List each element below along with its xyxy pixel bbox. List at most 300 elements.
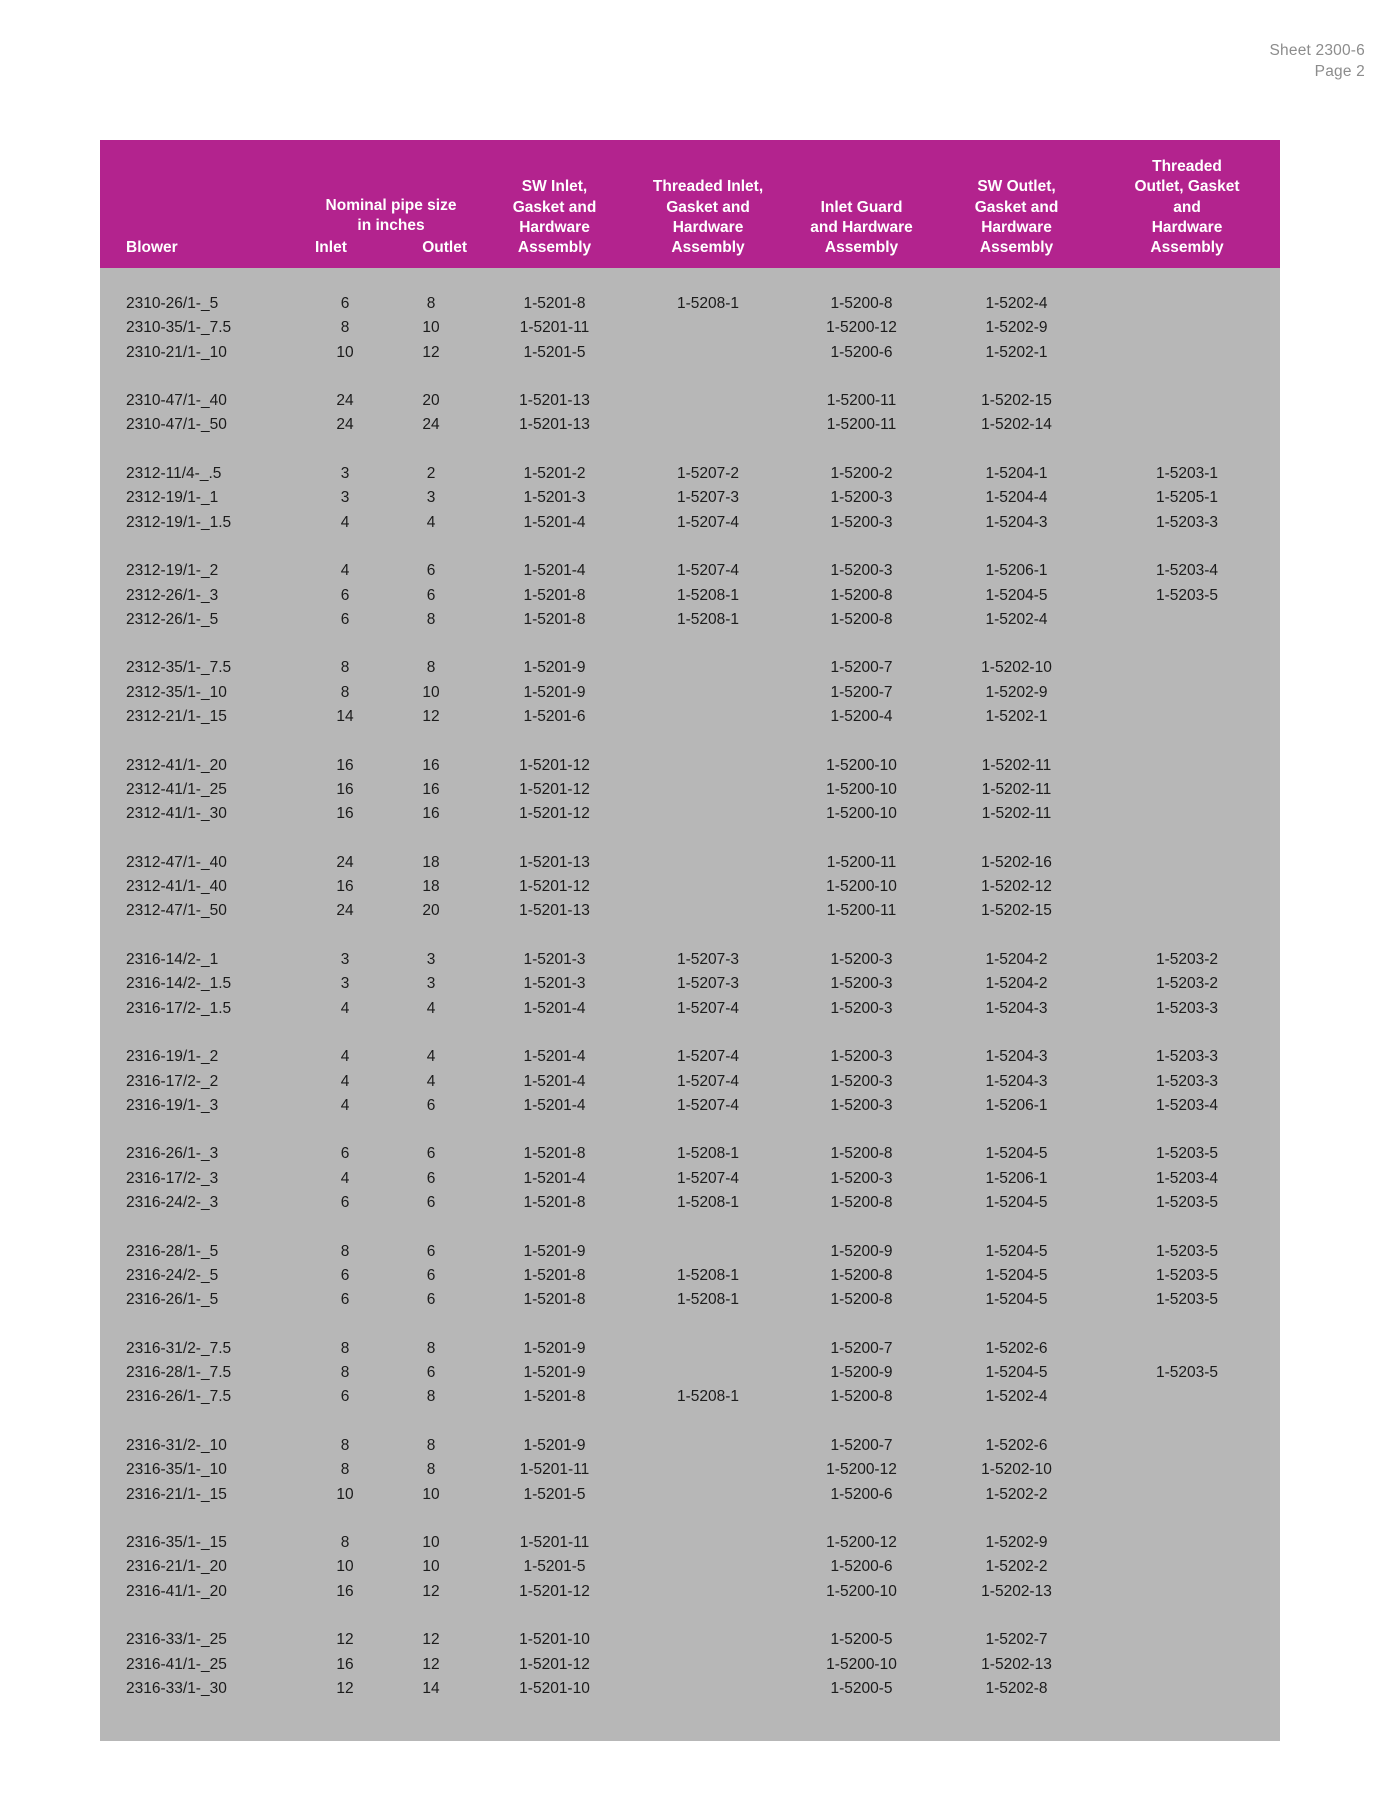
cell-blower: 2310-47/1-_50 [126,416,227,434]
cell-sw-inlet: 1-5201-9 [523,683,586,701]
cell-sw-inlet: 1-5201-5 [523,1558,586,1576]
column-header-inlet: Inlet [315,238,347,256]
cell-sw-outlet: 1-5202-15 [981,392,1052,410]
cell-sw-inlet: 1-5201-8 [523,1388,586,1406]
table-row [100,1142,1280,1166]
cell-inlet: 10 [336,343,354,361]
cell-sw-inlet: 1-5201-3 [523,975,586,993]
cell-threaded-outlet [1094,1483,1280,1507]
table-row [100,389,1280,413]
table-body [100,268,1280,1741]
cell-outlet: 12 [422,343,440,361]
cell-inlet: 8 [340,683,350,701]
cell-inlet: 16 [336,1582,354,1600]
table-row [100,486,1280,510]
group-spacer [100,1312,1280,1336]
cell-inlet-guard: 1-5200-3 [830,975,893,993]
cell-inlet-guard: 1-5200-8 [830,1193,893,1211]
cell-sw-inlet: 1-5201-9 [523,1339,586,1357]
cell-outlet: 12 [422,1631,440,1649]
cell-sw-inlet: 1-5201-12 [519,1582,590,1600]
cell-inlet-guard: 1-5200-7 [830,1436,893,1454]
cell-sw-inlet: 1-5201-4 [523,1048,586,1066]
cell-sw-inlet: 1-5201-10 [519,1631,590,1649]
cell-threaded-inlet [632,1434,784,1458]
cell-sw-inlet: 1-5201-8 [523,586,586,604]
cell-blower: 2316-24/2-_5 [126,1266,219,1284]
cell-sw-outlet: 1-5202-10 [981,659,1052,677]
cell-threaded-outlet: 1-5203-5 [1155,1291,1219,1309]
table-row [100,1094,1280,1118]
cell-blower: 2316-35/1-_15 [126,1534,227,1552]
cell-sw-outlet: 1-5202-6 [985,1339,1048,1357]
cell-inlet-guard: 1-5200-3 [830,1072,893,1090]
table-row [100,1580,1280,1604]
cell-sw-outlet: 1-5202-9 [985,1534,1048,1552]
column-header-sw-outlet [939,140,1094,268]
cell-outlet: 16 [422,805,440,823]
cell-blower: 2312-35/1-_7.5 [126,659,232,677]
cell-sw-outlet: 1-5202-9 [985,683,1048,701]
cell-sw-outlet: 1-5202-1 [985,343,1048,361]
cell-outlet: 6 [426,1291,436,1309]
cell-inlet: 16 [336,756,354,774]
cell-sw-outlet: 1-5204-5 [985,1266,1048,1284]
table-row [100,778,1280,802]
cell-sw-outlet: 1-5202-7 [985,1631,1048,1649]
cell-blower: 2316-17/2-_2 [126,1072,219,1090]
cell-threaded-outlet [1094,1628,1280,1652]
cell-outlet: 8 [426,295,436,312]
sw-inlet-line-4: Assembly [517,238,592,256]
table-row [100,1531,1280,1555]
threaded-outlet-line-4: Hardware [1151,218,1223,236]
cell-threaded-outlet [1094,1677,1280,1701]
cell-inlet: 3 [340,489,350,507]
cell-blower: 2310-47/1-_40 [126,392,227,410]
cell-sw-outlet: 1-5202-16 [981,853,1052,871]
cell-threaded-outlet [1094,899,1280,923]
cell-sw-inlet: 1-5201-11 [519,1461,590,1479]
sw-outlet-line-2: Gasket and [974,198,1059,216]
threaded-inlet-line-4: Assembly [671,238,745,256]
cell-threaded-inlet: 1-5208-1 [676,1388,740,1406]
cell-threaded-outlet: 1-5203-3 [1155,999,1219,1017]
cell-outlet: 24 [422,416,440,434]
sw-inlet-line-1: SW Inlet, [521,178,588,196]
cell-outlet: 20 [422,902,440,920]
cell-inlet-guard: 1-5200-8 [830,1291,893,1309]
cell-inlet-guard: 1-5200-10 [826,1655,897,1673]
cell-blower: 2310-21/1-_10 [126,343,227,361]
cell-inlet: 8 [340,1364,350,1382]
cell-threaded-inlet [632,1580,784,1604]
column-header-outlet: Outlet [422,238,468,256]
cell-inlet: 8 [340,1339,350,1357]
cell-inlet-guard: 1-5200-5 [830,1631,893,1649]
table-row [100,292,1280,316]
cell-threaded-inlet [632,1531,784,1555]
cell-inlet: 6 [340,295,350,312]
cell-sw-inlet: 1-5201-13 [519,902,590,920]
spacer-cell [100,924,1280,948]
table-row [100,316,1280,340]
cell-threaded-outlet: 1-5203-5 [1155,1266,1219,1284]
cell-threaded-inlet: 1-5207-3 [676,975,740,993]
spacer-cell [100,1215,1280,1239]
cell-sw-outlet: 1-5202-14 [981,416,1052,434]
cell-sw-outlet: 1-5204-5 [985,1291,1048,1309]
cell-outlet: 6 [426,1169,436,1187]
cell-inlet-guard: 1-5200-8 [830,295,893,312]
table-row [100,341,1280,365]
cell-sw-outlet: 1-5206-1 [985,562,1048,580]
cell-outlet: 6 [426,586,436,604]
cell-threaded-outlet [1094,656,1280,680]
table-row [100,1337,1280,1361]
table-row [100,1240,1280,1264]
cell-inlet: 8 [340,659,350,677]
cell-sw-outlet: 1-5202-10 [981,1461,1052,1479]
cell-blower: 2316-31/2-_10 [126,1436,227,1454]
cell-sw-outlet: 1-5202-9 [985,319,1048,337]
cell-threaded-outlet: 1-5203-1 [1155,465,1219,483]
spacer-cell [100,729,1280,753]
threaded-outlet-line-3: and [1173,198,1201,216]
cell-sw-outlet: 1-5206-1 [985,1096,1048,1114]
cell-sw-inlet: 1-5201-12 [519,878,590,896]
column-header-threaded-inlet [632,140,784,268]
cell-inlet: 6 [340,586,350,604]
page-header [1270,40,1365,83]
group-spacer [100,1507,1280,1531]
cell-blower: 2316-41/1-_25 [126,1655,227,1673]
cell-blower: 2312-19/1-_1 [126,489,219,507]
cell-sw-outlet: 1-5202-15 [981,902,1052,920]
cell-sw-outlet: 1-5204-2 [985,951,1048,969]
cell-sw-inlet: 1-5201-8 [523,295,586,312]
cell-inlet: 12 [336,1631,354,1649]
cell-threaded-outlet [1094,389,1280,413]
cell-sw-inlet: 1-5201-12 [519,1655,590,1673]
cell-outlet: 6 [426,1242,436,1260]
cell-outlet: 8 [426,1339,436,1357]
cell-blower: 2316-41/1-_20 [126,1582,227,1600]
cell-inlet: 24 [336,416,354,434]
cell-inlet-guard: 1-5200-7 [830,683,893,701]
cell-outlet: 10 [422,319,440,337]
cell-sw-outlet: 1-5202-1 [985,708,1048,726]
cell-sw-outlet: 1-5202-6 [985,1436,1048,1454]
cell-blower: 2316-19/1-_2 [126,1048,219,1066]
cell-threaded-outlet [1094,705,1280,729]
cell-threaded-outlet [1094,1458,1280,1482]
cell-inlet: 4 [340,999,350,1017]
cell-sw-outlet: 1-5202-2 [985,1485,1048,1503]
sheet-number: Sheet 2300-6 [1269,42,1365,59]
cell-inlet: 24 [336,853,354,871]
cell-threaded-outlet [1094,1555,1280,1579]
cell-outlet: 18 [422,878,440,896]
table-row [100,754,1280,778]
cell-sw-outlet: 1-5204-5 [985,1145,1048,1163]
cell-sw-inlet: 1-5201-13 [519,416,590,434]
cell-threaded-inlet: 1-5207-4 [676,513,740,531]
cell-sw-inlet: 1-5201-9 [523,1242,586,1260]
spacer-cell [100,827,1280,851]
cell-sw-inlet: 1-5201-8 [523,1193,586,1211]
cell-outlet: 6 [426,1364,436,1382]
cell-threaded-outlet [1094,875,1280,899]
cell-inlet: 6 [340,1145,350,1163]
inlet-guard-line-1: Inlet Guard [820,198,903,216]
cell-inlet-guard: 1-5200-12 [826,319,897,337]
spacer-cell [100,1118,1280,1142]
cell-sw-outlet: 1-5204-1 [985,465,1048,483]
cell-outlet: 4 [426,1048,436,1066]
cell-outlet: 4 [426,1072,436,1090]
cell-threaded-inlet: 1-5208-1 [676,610,740,628]
cell-sw-outlet: 1-5204-3 [985,1048,1048,1066]
cell-outlet: 8 [426,659,436,677]
cell-threaded-outlet: 1-5203-5 [1155,586,1219,604]
cell-outlet: 8 [426,1388,436,1406]
cell-threaded-inlet: 1-5208-1 [676,1193,740,1211]
page-number: Page 2 [1314,63,1365,81]
cell-threaded-outlet: 1-5203-4 [1155,562,1219,580]
cell-inlet-guard: 1-5200-10 [826,878,897,896]
threaded-inlet-line-1: Threaded Inlet, [652,178,764,196]
cell-inlet-guard: 1-5200-8 [830,1388,893,1406]
cell-threaded-inlet [632,1361,784,1385]
cell-sw-inlet: 1-5201-13 [519,392,590,410]
cell-blower: 2316-33/1-_30 [126,1679,227,1697]
cell-blower: 2316-17/2-_1.5 [126,999,232,1017]
cell-sw-inlet: 1-5201-6 [523,708,586,726]
cell-sw-outlet: 1-5202-2 [985,1558,1048,1576]
table-row [100,802,1280,826]
spacer-cell [100,1021,1280,1045]
cell-inlet-guard: 1-5200-11 [826,392,897,410]
cell-sw-outlet: 1-5202-11 [981,780,1052,798]
sw-inlet-line-3: Hardware [519,218,590,236]
cell-outlet: 6 [426,1266,436,1284]
table-row [100,656,1280,680]
cell-sw-outlet: 1-5204-5 [985,1364,1048,1382]
threaded-outlet-line-5: Assembly [1150,238,1224,256]
cell-blower: 2310-26/1-_5 [126,295,219,312]
cell-blower: 2316-28/1-_7.5 [126,1364,232,1382]
cell-blower: 2312-19/1-_2 [126,562,219,580]
cell-inlet-guard: 1-5200-10 [826,756,897,774]
cell-sw-inlet: 1-5201-3 [523,951,586,969]
threaded-inlet-line-3: Hardware [672,218,744,236]
table-row [100,1288,1280,1312]
cell-inlet: 4 [340,513,350,531]
cell-blower: 2312-11/4-_.5 [126,465,222,483]
cell-outlet: 3 [426,951,436,969]
cell-inlet: 6 [340,1291,350,1309]
cell-sw-outlet: 1-5204-2 [985,975,1048,993]
cell-inlet-guard: 1-5200-3 [830,951,893,969]
cell-sw-inlet: 1-5201-8 [523,1291,586,1309]
cell-blower: 2312-21/1-_15 [126,708,227,726]
cell-inlet-guard: 1-5200-11 [826,853,897,871]
table-row [100,1361,1280,1385]
cell-threaded-inlet [632,656,784,680]
cell-inlet: 24 [336,902,354,920]
table-row [100,1555,1280,1579]
table-row [100,1628,1280,1652]
group-spacer [100,365,1280,389]
cell-threaded-inlet [632,1337,784,1361]
cell-inlet: 6 [340,610,350,628]
cell-threaded-outlet: 1-5203-4 [1155,1096,1219,1114]
cell-blower: 2316-21/1-_20 [126,1558,227,1576]
table-row [100,851,1280,875]
cell-blower: 2316-33/1-_25 [126,1631,227,1649]
cell-outlet: 10 [422,1558,440,1576]
cell-threaded-outlet [1094,681,1280,705]
table-row [100,1385,1280,1409]
table-row [100,584,1280,608]
cell-outlet: 10 [422,1485,440,1503]
cell-inlet-guard: 1-5200-8 [830,586,893,604]
cell-sw-inlet: 1-5201-2 [523,465,586,483]
cell-outlet: 10 [422,1534,440,1552]
cell-threaded-outlet: 1-5203-5 [1155,1364,1219,1382]
cell-inlet-guard: 1-5200-8 [830,1266,893,1284]
cell-threaded-inlet [632,754,784,778]
cell-sw-inlet: 1-5201-13 [519,853,590,871]
cell-threaded-inlet: 1-5207-4 [676,999,740,1017]
cell-threaded-inlet: 1-5207-4 [676,562,740,580]
table-row [100,875,1280,899]
cell-sw-inlet: 1-5201-4 [523,1072,586,1090]
group-spacer [100,535,1280,559]
cell-inlet-guard: 1-5200-6 [830,1485,893,1503]
cell-inlet-guard: 1-5200-3 [830,513,893,531]
cell-inlet: 3 [340,951,350,969]
cell-threaded-inlet: 1-5207-4 [676,1096,740,1114]
cell-sw-outlet: 1-5202-4 [985,295,1048,312]
cell-sw-inlet: 1-5201-9 [523,1364,586,1382]
cell-outlet: 14 [422,1679,440,1697]
table-row [100,1264,1280,1288]
sw-outlet-line-4: Assembly [979,238,1054,256]
cell-inlet-guard: 1-5200-5 [830,1679,893,1697]
group-spacer [100,632,1280,656]
nominal-line-1: Nominal pipe size [325,196,457,214]
cell-inlet-guard: 1-5200-3 [830,562,893,580]
cell-inlet-guard: 1-5200-6 [830,1558,893,1576]
cell-outlet: 12 [422,1582,440,1600]
table-row [100,899,1280,923]
group-spacer [100,924,1280,948]
spacer-cell [100,1507,1280,1531]
cell-blower: 2316-26/1-_7.5 [126,1388,232,1406]
cell-threaded-outlet: 1-5203-3 [1155,1048,1219,1066]
cell-outlet: 16 [422,756,440,774]
cell-threaded-outlet: 1-5203-5 [1155,1242,1219,1260]
table-row [100,559,1280,583]
column-header-threaded-outlet [1094,140,1280,268]
cell-blower: 2312-26/1-_3 [126,586,219,604]
cell-inlet: 4 [340,1048,350,1066]
cell-inlet: 12 [336,1679,354,1697]
cell-threaded-outlet [1094,1434,1280,1458]
cell-sw-outlet: 1-5202-11 [981,805,1052,823]
blower-parts-table [100,140,1280,1741]
cell-outlet: 6 [426,562,436,580]
cell-inlet: 6 [340,1266,350,1284]
spacer-cell [100,1410,1280,1434]
cell-inlet-guard: 1-5200-7 [830,1339,893,1357]
cell-sw-inlet: 1-5201-5 [523,1485,586,1503]
cell-blower: 2316-28/1-_5 [126,1242,219,1260]
cell-blower: 2316-17/2-_3 [126,1169,219,1187]
cell-threaded-inlet [632,341,784,365]
cell-outlet: 8 [426,1436,436,1454]
sw-outlet-line-1: SW Outlet, [977,178,1056,196]
cell-threaded-inlet [632,899,784,923]
cell-threaded-outlet: 1-5203-2 [1155,951,1219,969]
cell-sw-outlet: 1-5204-5 [985,1242,1048,1260]
cell-inlet: 24 [336,392,354,410]
table-row [100,948,1280,972]
cell-threaded-outlet: 1-5203-2 [1155,975,1219,993]
table-header-row [100,140,1280,268]
column-header-blower-label: Blower [126,238,178,256]
cell-sw-inlet: 1-5201-8 [523,610,586,628]
cell-threaded-inlet: 1-5207-4 [676,1048,740,1066]
cell-outlet: 3 [426,489,436,507]
cell-threaded-inlet [632,1483,784,1507]
cell-inlet-guard: 1-5200-6 [830,343,893,361]
cell-threaded-inlet [632,681,784,705]
cell-inlet-guard: 1-5200-9 [830,1242,893,1260]
cell-sw-inlet: 1-5201-3 [523,489,586,507]
cell-outlet: 12 [422,708,440,726]
group-spacer [100,1021,1280,1045]
cell-sw-outlet: 1-5204-5 [985,1193,1048,1211]
cell-inlet: 16 [336,805,354,823]
cell-inlet: 8 [340,1242,350,1260]
cell-threaded-outlet [1094,341,1280,365]
cell-blower: 2310-35/1-_7.5 [126,319,232,337]
group-spacer [100,729,1280,753]
cell-sw-outlet: 1-5204-4 [985,489,1048,507]
group-spacer [100,1215,1280,1239]
cell-threaded-outlet: 1-5203-3 [1155,513,1219,531]
cell-inlet: 4 [340,1096,350,1114]
cell-threaded-inlet: 1-5208-1 [676,1145,740,1163]
inlet-guard-line-3: Assembly [824,238,899,256]
cell-outlet: 20 [422,392,440,410]
cell-outlet: 6 [426,1145,436,1163]
cell-blower: 2312-19/1-_1.5 [126,513,232,531]
cell-threaded-inlet [632,1677,784,1701]
cell-threaded-inlet: 1-5208-1 [676,586,740,604]
cell-inlet: 3 [340,465,350,483]
sw-inlet-line-2: Gasket and [512,198,597,216]
cell-threaded-outlet: 1-5203-3 [1155,1072,1219,1090]
cell-threaded-outlet [1094,802,1280,826]
cell-threaded-inlet [632,705,784,729]
cell-outlet: 18 [422,853,440,871]
cell-threaded-outlet [1094,1531,1280,1555]
table-row [100,1434,1280,1458]
